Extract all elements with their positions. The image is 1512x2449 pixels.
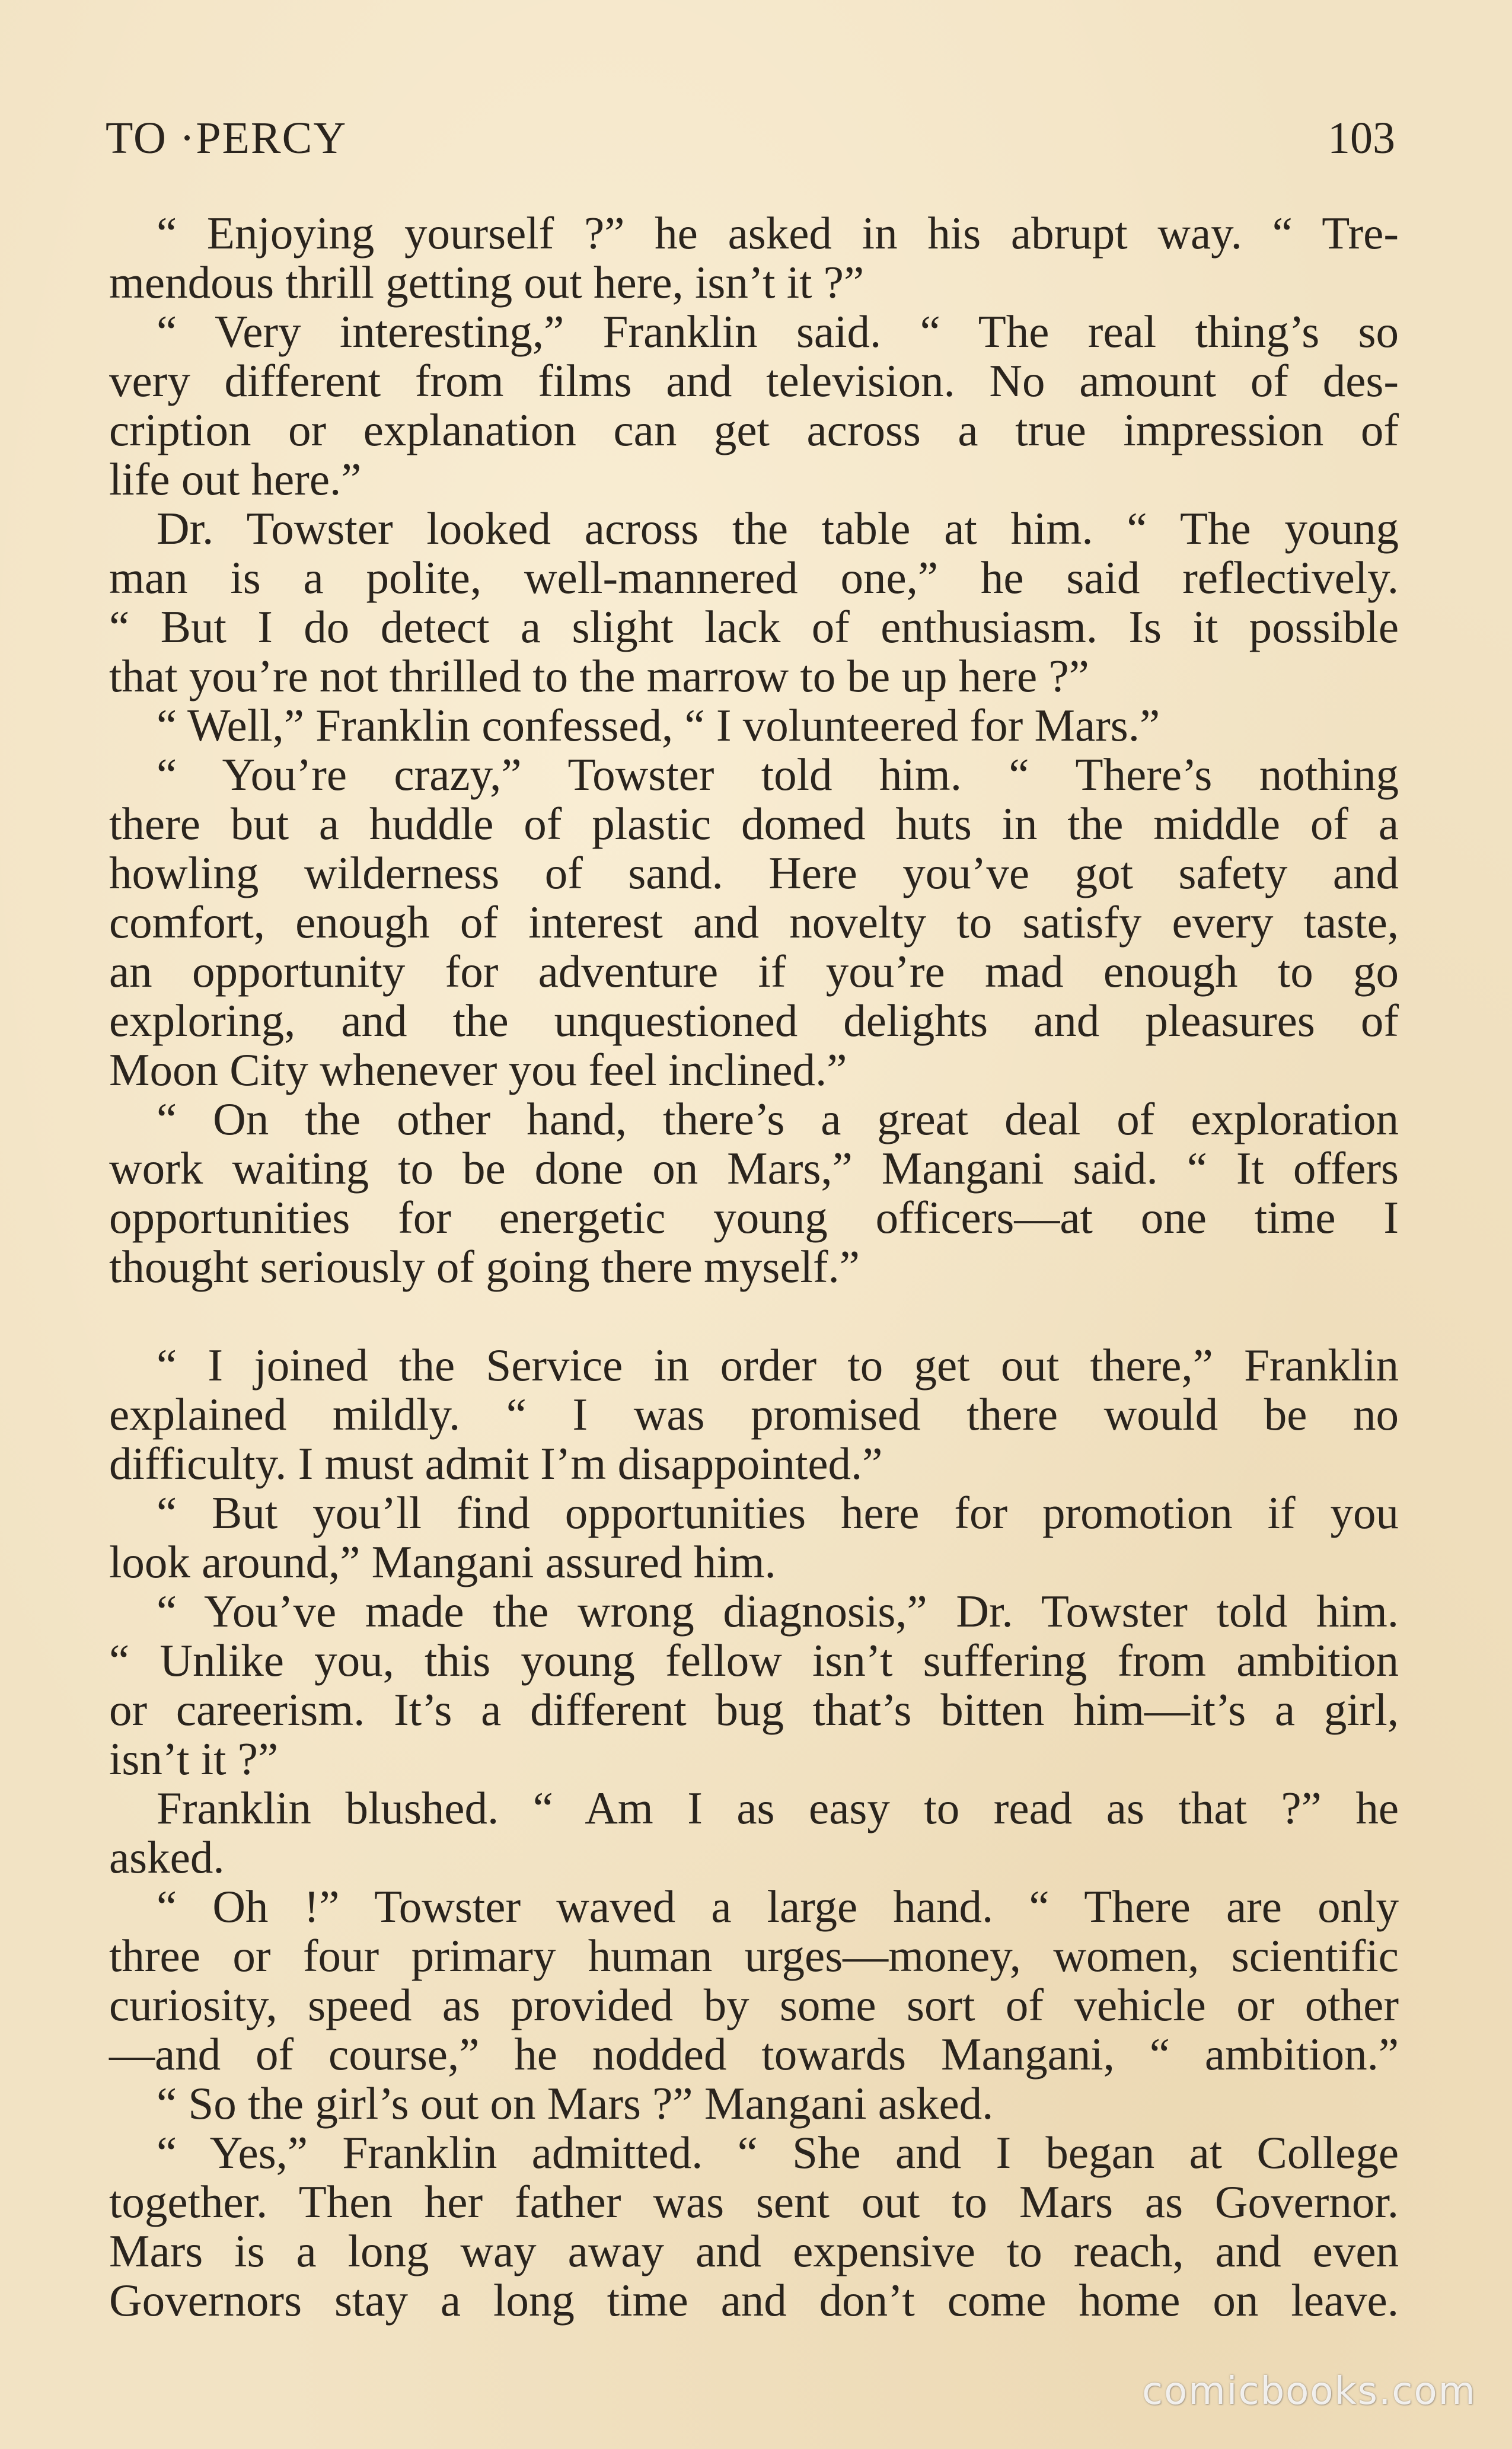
text-line: “ On the other hand, there’s a great deal of exploration [157,1093,1399,1144]
watermark: comicbooks.com [1141,2370,1476,2413]
text-line: opportunities for energetic young officers—at one time I [109,1192,1399,1243]
running-head [106,111,1395,165]
text-line: comfort, enough of interest and novelty to satisfy every taste, [109,897,1399,948]
text-line: look around,” Mangani assured him. [109,1536,776,1587]
text-line: “ Well,” Franklin confessed, “ I volunteered for Mars.” [157,700,1160,751]
text-line: Governors stay a long time and don’t come home on leave. [109,2275,1399,2326]
text-line: Moon City whenever you feel inclined.” [109,1044,847,1095]
text-line: Franklin blushed. “ Am I as easy to read as that ?” he [157,1782,1399,1833]
text-line: “ But I do detect a slight lack of enthusiasm. Is it possible [109,601,1399,652]
text-line: life out here.” [109,454,362,505]
section-break [109,1292,1399,1341]
text-line: thought seriously of going there myself.” [109,1241,860,1292]
running-title: TO ·PERCY [106,113,347,163]
text-line: cription or explanation can get across a true impression of [109,404,1399,455]
text-line: mendous thrill getting out here, isn’t it ?” [109,257,865,308]
text-line: work waiting to be done on Mars,” Mangani said. “ It offers [109,1143,1399,1194]
text-line: difficulty. I must admit I’m disappointed.” [109,1438,883,1489]
text-line: asked. [109,1832,225,1883]
text-line: exploring, and the unquestioned delights and pleasures of [109,995,1399,1046]
page-number: 103 [1328,113,1395,163]
text-line: very different from films and television. No amount of des- [109,355,1399,406]
text-line: isn’t it ?” [109,1733,279,1784]
text-line: or careerism. It’s a different bug that’s bitten him—it’s a girl, [109,1684,1399,1735]
text-line: man is a polite, well-mannered one,” he said reflectively. [109,552,1399,603]
text-line: “ I joined the Service in order to get out there,” Franklin [157,1340,1399,1391]
text-line: “ You’ve made the wrong diagnosis,” Dr. Towster told him. [157,1586,1399,1637]
text-line: Dr. Towster looked across the table at him. “ The young [157,503,1399,554]
text-line: “ You’re crazy,” Towster told him. “ There’s nothing [157,749,1399,800]
text-line: “ Enjoying yourself ?” he asked in his abrupt way. “ Tre- [157,208,1399,259]
text-line: “ Very interesting,” Franklin said. “ The real thing’s so [157,306,1399,357]
body-text [109,209,1399,2325]
text-line: “ Yes,” Franklin admitted. “ She and I began at College [157,2127,1399,2178]
text-line: that you’re not thrilled to the marrow to be up here ?” [109,650,1089,701]
text-line: “ So the girl’s out on Mars ?” Mangani asked. [157,2078,994,2129]
text-line: howling wilderness of sand. Here you’ve got safety and [109,847,1399,898]
text-line: explained mildly. “ I was promised there would be no [109,1389,1399,1440]
text-line: there but a huddle of plastic domed huts in the middle of a [109,798,1399,849]
text-line: curiosity, speed as provided by some sort of vehicle or other [109,1979,1399,2030]
text-line: “ Unlike you, this young fellow isn’t suffering from ambition [109,1635,1399,1686]
text-line: “ Oh !” Towster waved a large hand. “ There are only [157,1881,1399,1932]
text-line: an opportunity for adventure if you’re mad enough to go [109,946,1399,997]
text-line: together. Then her father was sent out to Mars as Governor. [109,2176,1399,2227]
text-line: “ But you’ll find opportunities here for promotion if you [157,1487,1399,1538]
text-line: three or four primary human urges—money, women, scientific [109,1930,1399,1981]
text-line: —and of course,” he nodded towards Mangani, “ ambition.” [109,2029,1399,2080]
text-line: Mars is a long way away and expensive to reach, and even [109,2225,1399,2276]
